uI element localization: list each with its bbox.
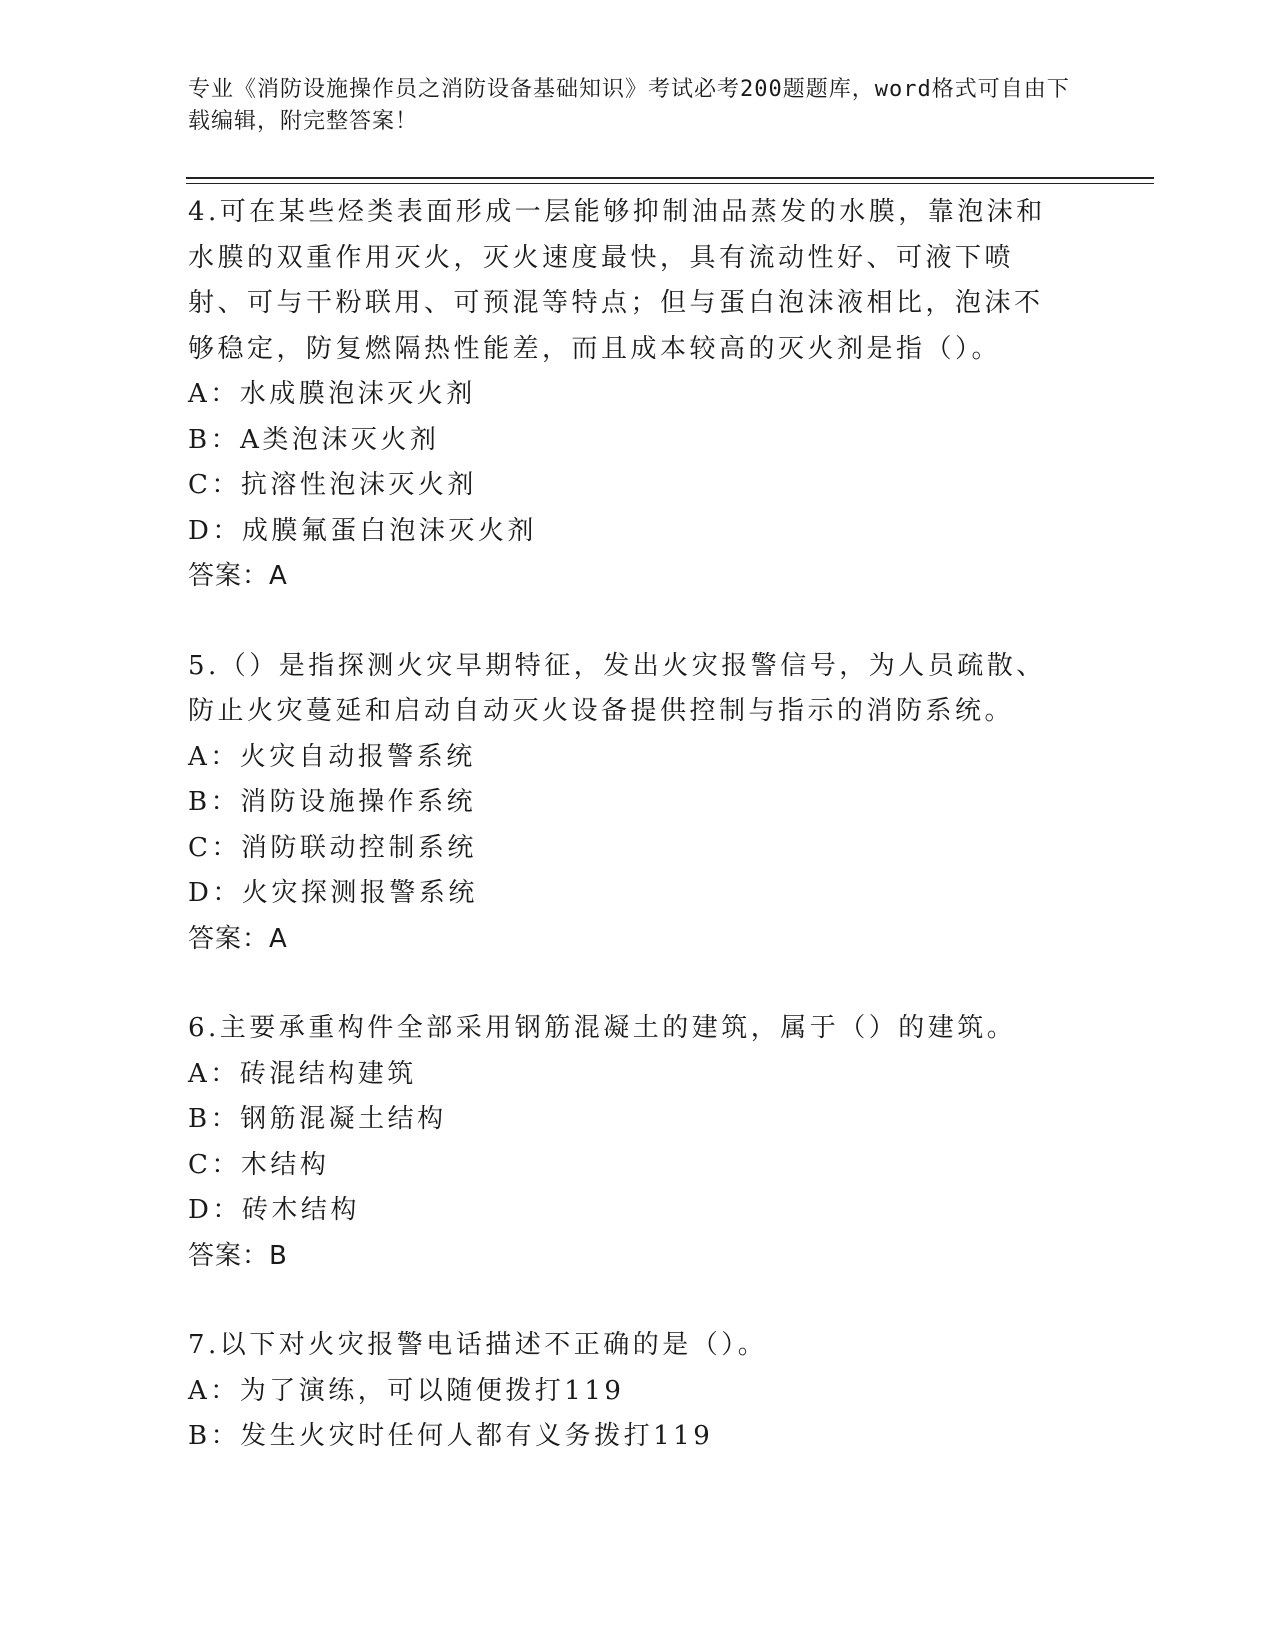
question-6 [188,1006,1068,1279]
option-a: A：水成膜泡沫灭火剂 [188,379,476,409]
option-b: B：发生火灾时任何人都有义务拨打119 [188,1421,714,1451]
question-7 [188,1323,1068,1460]
option-b: B：钢筋混凝土结构 [188,1104,447,1134]
option-d: D：成膜氟蛋白泡沫灭火剂 [188,515,537,546]
question-4 [188,190,1068,600]
question-stem: 6.主要承重构件全部采用钢筋混凝土的建筑，属于（）的建筑。 [188,1013,1017,1043]
option-a: A：火灾自动报警系统 [188,741,476,772]
option-a: A：为了演练，可以随便拨打119 [188,1375,625,1406]
document-header-title: 专业《消防设施操作员之消防设备基础知识》考试必考200题题库，word格式可自由下载编辑，附完整答案！ [188,77,1070,134]
option-c: C：抗溶性泡沫灭火剂 [188,470,477,500]
answer-line: 答案：A [188,561,288,591]
question-stem: 7.以下对火灾报警电话描述不正确的是（）。 [188,1330,768,1360]
question-stem: 5.（）是指探测火灾早期特征，发出火灾报警信号，为人员疏散、防止火灾蔓延和启动自动灭火设备提供控制与指示的消防系统。 [188,650,1046,726]
header-divider-thin [186,183,1154,184]
option-b: B：消防设施操作系统 [188,787,477,817]
option-b: B：A类泡沫灭火剂 [188,424,440,455]
option-c: C：木结构 [188,1149,330,1180]
question-5 [188,644,1068,963]
option-a: A：砖混结构建筑 [188,1058,417,1089]
answer-line: 答案：B [188,1240,288,1271]
header-divider-thick [186,177,1154,179]
option-d: D：砖木结构 [188,1195,360,1225]
question-stem: 4.可在某些烃类表面形成一层能够抑制油品蒸发的水膜，靠泡沫和水膜的双重作用灭火，灭火速度最快，具有流动性好、可液下喷射、可与干粉联用、可预混等特点；但与蛋白泡沫液相比，泡沫不够稳定，防复燃隔热性能差，而且成本较高的灭火剂是指（）。 [188,197,1046,364]
answer-line: 答案：A [188,923,288,954]
question-list [188,190,1068,1504]
option-d: D：火灾探测报警系统 [188,878,478,908]
option-c: C：消防联动控制系统 [188,832,477,863]
